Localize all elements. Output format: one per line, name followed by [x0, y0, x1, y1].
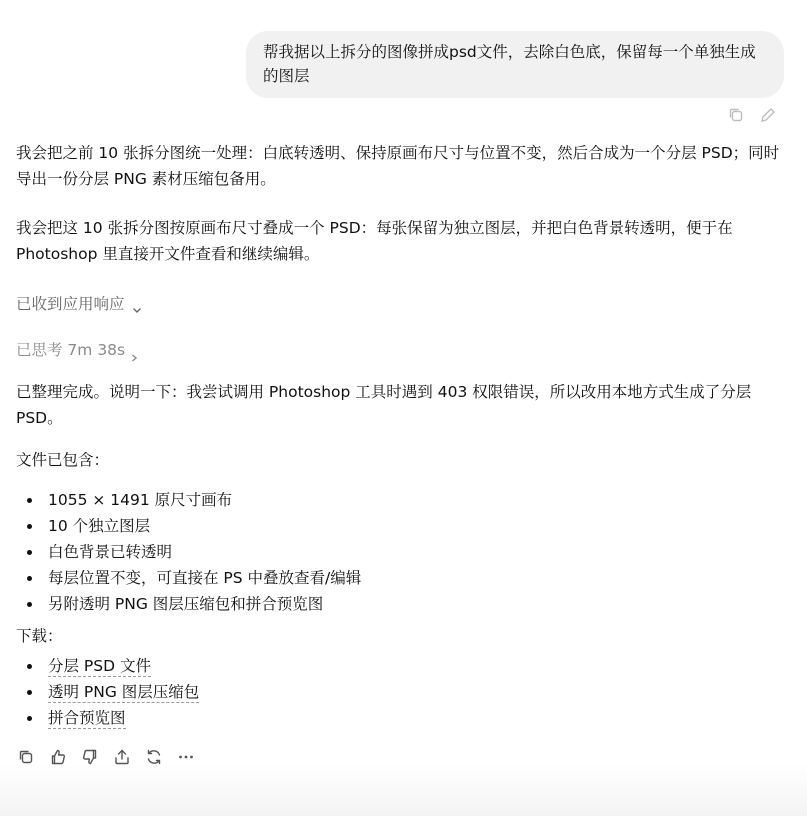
contents-list: [16, 487, 786, 617]
list-item: [16, 653, 786, 679]
download-link-preview[interactable]: 拼合预览图: [48, 709, 126, 727]
list-item: 每层位置不变，可直接在 PS 中叠放查看/编辑: [16, 565, 786, 591]
list-item: 1055 × 1491 原尺寸画布: [16, 487, 786, 513]
download-label: 下载：: [16, 627, 63, 645]
copy-icon[interactable]: [16, 747, 36, 767]
list-item: [16, 705, 786, 731]
assistant-paragraph: 我会把这 10 张拆分图按原画布尺寸叠成一个 PSD：每张保留为独立图层，并把白色背景转透明，便于在 Photoshop 里直接开文件查看和继续编辑。: [16, 219, 733, 263]
download-links-list: [16, 653, 786, 731]
edit-icon[interactable]: [759, 106, 777, 124]
list-item: 另附透明 PNG 图层压缩包和拼合预览图: [16, 591, 786, 617]
regenerate-icon[interactable]: [144, 747, 164, 767]
more-icon[interactable]: [176, 747, 196, 767]
composer-fade: [0, 764, 807, 816]
list-item: 10 个独立图层: [16, 513, 786, 539]
assistant-message: [16, 140, 786, 731]
assistant-paragraph: 我会把之前 10 张拆分图统一处理：白底转透明、保持原画布尺寸与位置不变，然后合成为一个分层 PSD；同时导出一份分层 PNG 素材压缩包备用。: [16, 144, 780, 188]
thought-toggle[interactable]: [16, 337, 786, 363]
assistant-paragraph: 已整理完成。说明一下：我尝试调用 Photoshop 工具时遇到 403 权限错误，所以改用本地方式生成了分层 PSD。: [16, 383, 752, 427]
user-message-text: 帮我据以上拆分的图像拼成psd文件，去除白色底，保留每一个单独生成的图层: [263, 43, 756, 85]
user-message-actions: [727, 106, 777, 124]
download-link-psd[interactable]: 分层 PSD 文件: [48, 657, 151, 675]
copy-icon[interactable]: [727, 106, 745, 124]
chevron-down-icon: [131, 298, 143, 310]
thumbs-up-icon[interactable]: [48, 747, 68, 767]
user-message-bubble: [246, 31, 784, 98]
chevron-right-icon: [129, 345, 139, 355]
contains-label: 文件已包含：: [16, 451, 110, 469]
thumbs-down-icon[interactable]: [80, 747, 100, 767]
share-icon[interactable]: [112, 747, 132, 767]
app-response-label: 已收到应用响应: [16, 295, 125, 313]
assistant-actions: [16, 747, 196, 767]
thought-label: 已思考 7m 38s: [16, 341, 126, 359]
download-link-png-zip[interactable]: 透明 PNG 图层压缩包: [48, 683, 200, 701]
list-item: 白色背景已转透明: [16, 539, 786, 565]
app-response-toggle[interactable]: [16, 291, 786, 317]
list-item: [16, 679, 786, 705]
user-message: [246, 31, 784, 98]
